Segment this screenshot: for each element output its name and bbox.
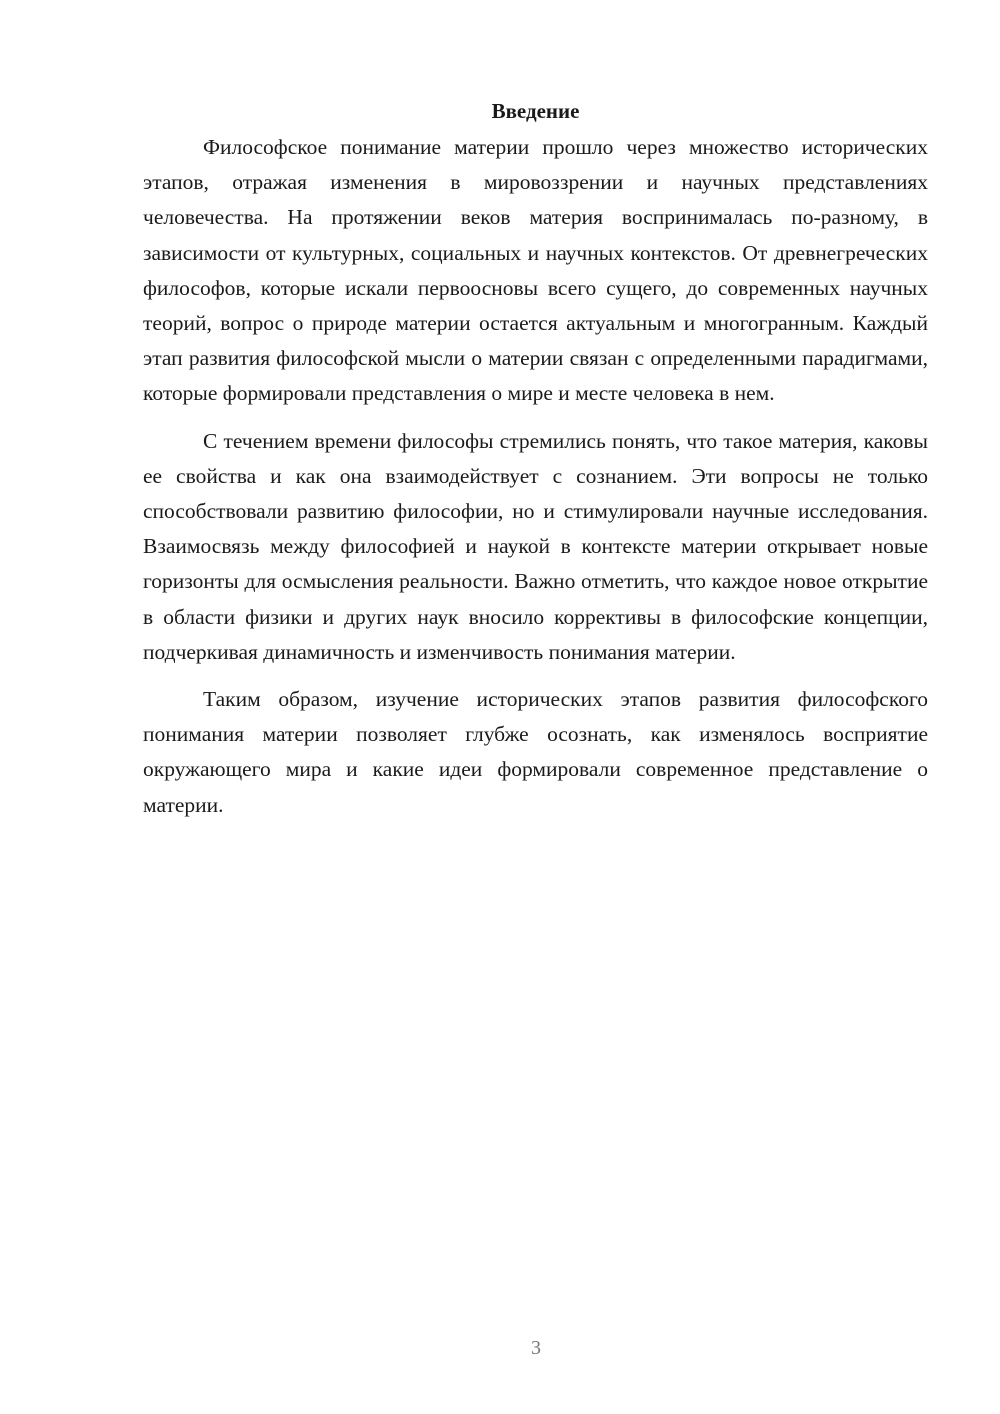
page-number: 3 (531, 1337, 541, 1359)
paragraph-2: С течением времени философы стремились понять, что такое материя, каковы ее свойства и как она взаимодействует с сознанием. Эти вопросы не только способствовали развитию философии, но и стимулировали научные исследования. Взаимосвязь между философией и наукой в контексте материи открывает новые горизонты для осмысления реальности. Важно отметить, что каждое новое открытие в области физики и других наук вносило коррективы в философские концепции, подчеркивая динамичность и изменчивость понимания материи. (143, 428, 928, 664)
page-content (143, 96, 928, 823)
paragraph-1: Философское понимание материи прошло через множество исторических этапов, отражая изменения в мировоззрении и научных представлениях человечества. На протяжении веков материя воспринималась по-разному, в зависимости от культурных, социальных и научных контекстов. От древнегреческих философов, которые искали первоосновы всего сущего, до современных научных теорий, вопрос о природе материи остается актуальным и многогранным. Каждый этап развития философской мысли о материи связан с определенными парадигмами, которые формировали представления о мире и месте человека в нем. (143, 135, 928, 406)
paragraph-3: Таким образом, изучение исторических этапов развития философского понимания материи позволяет глубже осознать, как изменялось восприятие окружающего мира и какие идеи формировали современное представление о материи. (143, 687, 928, 817)
section-heading: Введение (491, 99, 580, 123)
